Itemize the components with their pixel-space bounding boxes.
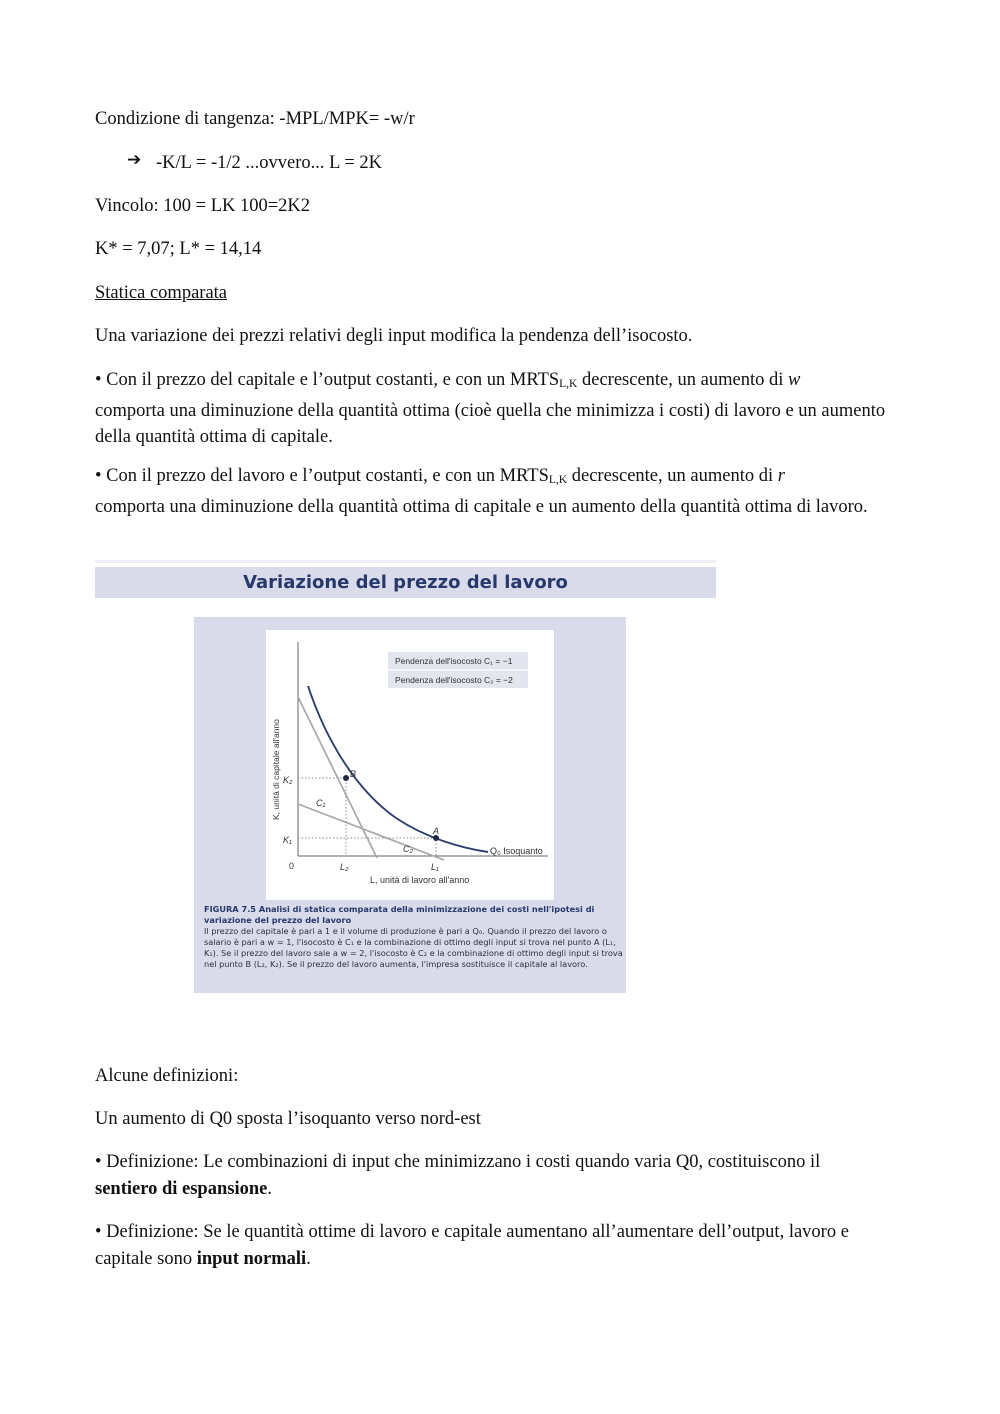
isoquant-diagram-svg bbox=[266, 630, 554, 900]
y-axis-label: K, unità di capitale all'anno bbox=[271, 719, 281, 820]
label-k1: K₁ bbox=[283, 835, 292, 845]
solution-line: K* = 7,07; L* = 14,14 bbox=[95, 239, 262, 259]
figure-title: Variazione del prezzo del lavoro bbox=[243, 572, 568, 593]
figure-caption bbox=[204, 904, 624, 970]
bullet1-subscript: L,K bbox=[559, 378, 578, 390]
bullet2-text-mid: decrescente, un aumento di bbox=[567, 466, 778, 486]
constraint-line: Vincolo: 100 = LK 100=2K2 bbox=[95, 196, 311, 216]
bullet-rent-increase bbox=[95, 463, 910, 520]
guide-b bbox=[298, 778, 346, 856]
definition-expansion-path bbox=[95, 1149, 910, 1202]
bullet2-text-end: comporta una diminuzione della quantità ottima di capitale e un aumento della quantità ottima di lavoro. bbox=[95, 496, 868, 517]
label-l1: L₁ bbox=[431, 862, 439, 872]
bullet2-text-start: • Con il prezzo del lavoro e l’output costanti, e con un MRTS bbox=[95, 466, 549, 486]
bullet2-subscript: L,K bbox=[548, 474, 568, 486]
intro-paragraph: Una variazione dei prezzi relativi degli input modifica la pendenza dell’isocosto. bbox=[95, 326, 693, 346]
arrow-right-icon: ➔ bbox=[127, 150, 142, 170]
label-c2: C₂ bbox=[403, 844, 413, 854]
tangency-condition: Condizione di tangenza: -MPL/MPK= -w/r bbox=[95, 109, 415, 129]
isoquant-curve bbox=[308, 686, 488, 852]
def2-text: • Definizione: Se le quantità ottime di lavoro e capitale aumentano all’aumentare dell’output, lavoro e capitale sono bbox=[95, 1222, 849, 1269]
figure-top-divider bbox=[95, 560, 716, 563]
label-c1: C₁ bbox=[316, 798, 326, 808]
x-axis-label: L, unità di lavoro all'anno bbox=[370, 875, 470, 885]
figure-7-5 bbox=[95, 560, 716, 995]
def1-period: . bbox=[267, 1178, 272, 1199]
bullet1-variable: w bbox=[787, 370, 801, 390]
label-a: A bbox=[433, 826, 440, 836]
isoquant-diagram bbox=[266, 630, 554, 900]
tangency-result: -K/L = -1/2 ...ovvero... L = 2K bbox=[156, 153, 383, 173]
caption-title: FIGURA 7.5 Analisi di statica comparata della minimizzazione dei costi nell'ipotesi di variazione del prezzo del lavoro bbox=[204, 904, 595, 925]
legend-c1: Pendenza dell'isocosto C₁ = −1 bbox=[395, 656, 513, 666]
def2-term: input normali bbox=[196, 1248, 307, 1269]
definitions-heading: Alcune definizioni: bbox=[95, 1066, 239, 1086]
bullet1-text-mid: decrescente, un aumento di bbox=[577, 370, 788, 390]
definition-normal-inputs bbox=[95, 1219, 910, 1272]
label-b: B bbox=[350, 769, 357, 779]
label-origin: 0 bbox=[289, 861, 295, 871]
def1-text: • Definizione: Le combinazioni di input che minimizzano i costi quando varia Q0, costituiscono il bbox=[95, 1152, 821, 1172]
comparative-statics-heading: Statica comparata bbox=[95, 283, 228, 303]
def2-period: . bbox=[306, 1248, 311, 1269]
bullet2-variable: r bbox=[777, 466, 785, 486]
bullet1-text-end: comporta una diminuzione della quantità ottima (cioè quella che minimizza i costi) di lavoro e un aumento della quantità ottima di capitale. bbox=[95, 400, 886, 447]
bullet-wage-increase bbox=[95, 367, 910, 451]
bullet1-text-start: • Con il prezzo del capitale e l’output costanti, e con un MRTS bbox=[95, 370, 560, 390]
label-l2: L₂ bbox=[340, 862, 349, 872]
label-k2: K₂ bbox=[283, 775, 293, 785]
label-isoquant: Q₀ Isoquanto bbox=[490, 846, 543, 856]
point-b bbox=[343, 775, 349, 781]
q0-shift-line: Un aumento di Q0 sposta l’isoquanto verso nord-est bbox=[95, 1109, 481, 1129]
def1-term: sentiero di espansione bbox=[95, 1178, 268, 1199]
figure-panel bbox=[194, 617, 626, 993]
guide-a bbox=[298, 838, 436, 856]
caption-body: Il prezzo del capitale è pari a 1 e il volume di produzione è pari a Q₀. Quando il prezzo del lavoro o salario è pari a w = 1, l'isocosto è C₁ e la combinazione di ottimo degli input si trova nel punto A (L₁, K₁). Se il prezzo del lavoro sale a w = 2, l'isocosto è C₂ e la combinazione di ottimo degli input si trova nel punto B (L₂, K₂). Se il prezzo del lavoro aumenta, l'impresa sostituisce il capitale al lavoro. bbox=[204, 926, 623, 969]
legend-c2: Pendenza dell'isocosto C₂ = −2 bbox=[395, 675, 513, 685]
